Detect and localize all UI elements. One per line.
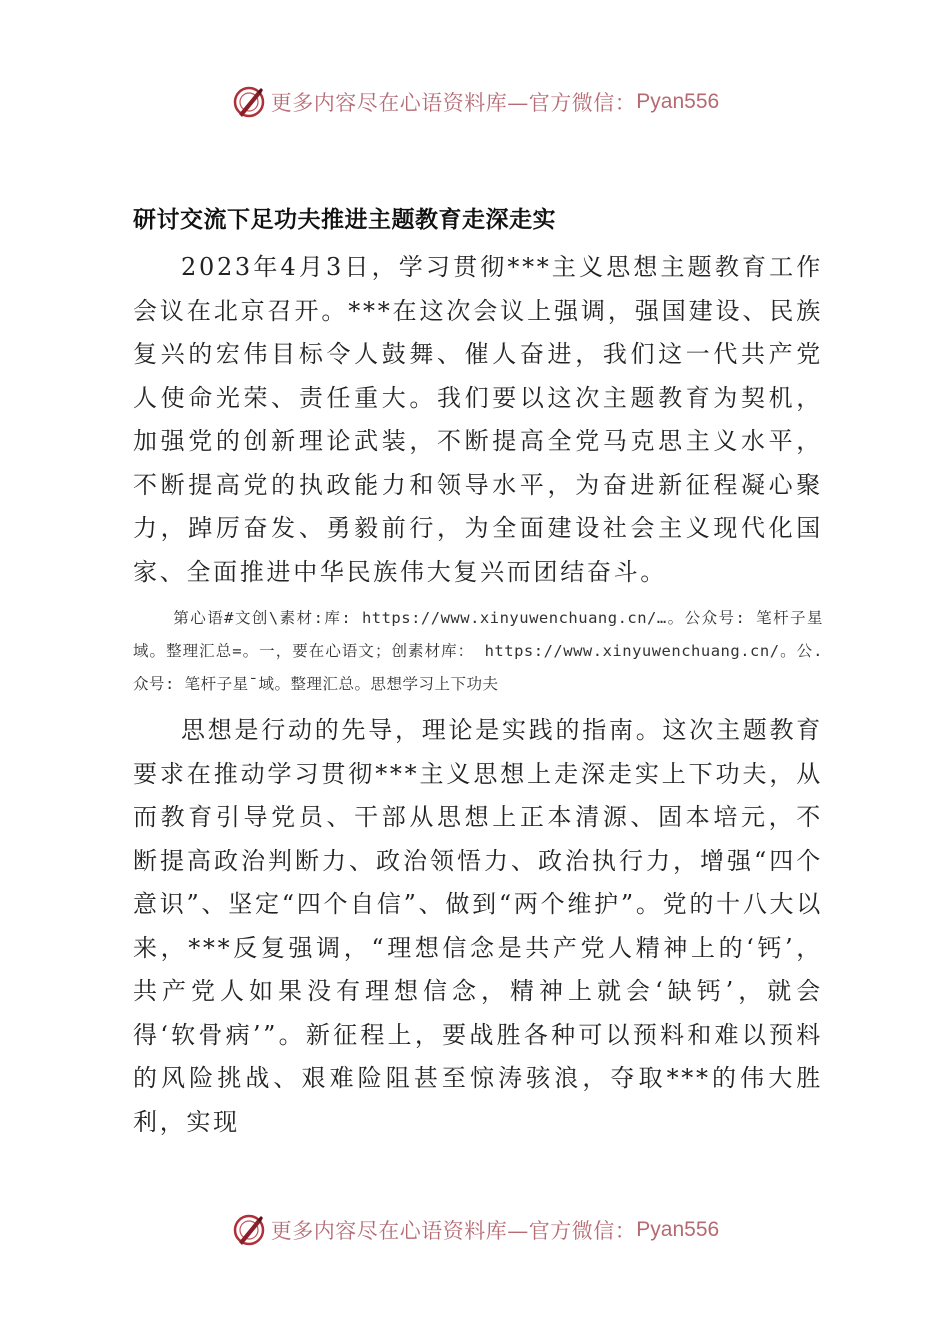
document-title: 研讨交流下足功夫推进主题教育走深走实 xyxy=(133,207,556,233)
document-body xyxy=(133,200,823,1144)
footer-wechat-id: Pyan556 xyxy=(636,1218,720,1241)
footer-banner xyxy=(0,1210,950,1250)
pen-circle-logo-icon xyxy=(231,84,267,120)
header-banner-text: 更多内容尽在心语资料库—官方微信： xyxy=(270,91,637,115)
paragraph-2: 思想是行动的先导，理论是实践的指南。这次主题教育要求在推动学习贯彻***主义思想上走深走实上下功夫，从而教育引导党员、干部从思想上正本清源、固本培元，不断提高政治判断力、政治领悟力、政治执行力，增强“四个意识”、坚定“四个自信”、做到“两个维护”。党的十八大以来，***反复强调，“理想信念是共产党人精神上的‘钙’，共产党人如果没有理想信念，精神上就会‘缺钙’，就会得‘软骨病’”。新征程上，要战胜各种可以预料和难以预料的风险挑战、艰难险阻甚至惊涛骇浪，夺取***的伟大胜利，实现 xyxy=(133,716,823,1136)
watermark-note: 第心语#文创\素材:库: https://www.xinyuwenchuang.cn/…。公众号: 笔杆子星域。整理汇总=。一，要在心语文；创素材库： https://www.xinyuwenchuang.cn/。公.众号: 笔杆子星¯域。整理汇总。思想学习上下功夫 xyxy=(133,609,823,693)
header-banner xyxy=(0,82,950,122)
paragraph-1: 2023年4月3日，学习贯彻***主义思想主题教育工作会议在北京召开。***在这次会议上强调，强国建设、民族复兴的宏伟目标令人鼓舞、催人奋进，我们这一代共产党人使命光荣、责任重大。我们要以这次主题教育为契机，加强党的创新理论武装，不断提高全党马克思主义水平，不断提高党的执政能力和领导水平，为奋进新征程凝心聚力，踔厉奋发、勇毅前行，为全面建设社会主义现代化国家、全面推进中华民族伟大复兴而团结奋斗。 xyxy=(133,253,823,586)
header-wechat-id: Pyan556 xyxy=(636,90,720,113)
footer-banner-text: 更多内容尽在心语资料库—官方微信： xyxy=(270,1219,637,1243)
pen-circle-logo-icon xyxy=(231,1212,267,1248)
